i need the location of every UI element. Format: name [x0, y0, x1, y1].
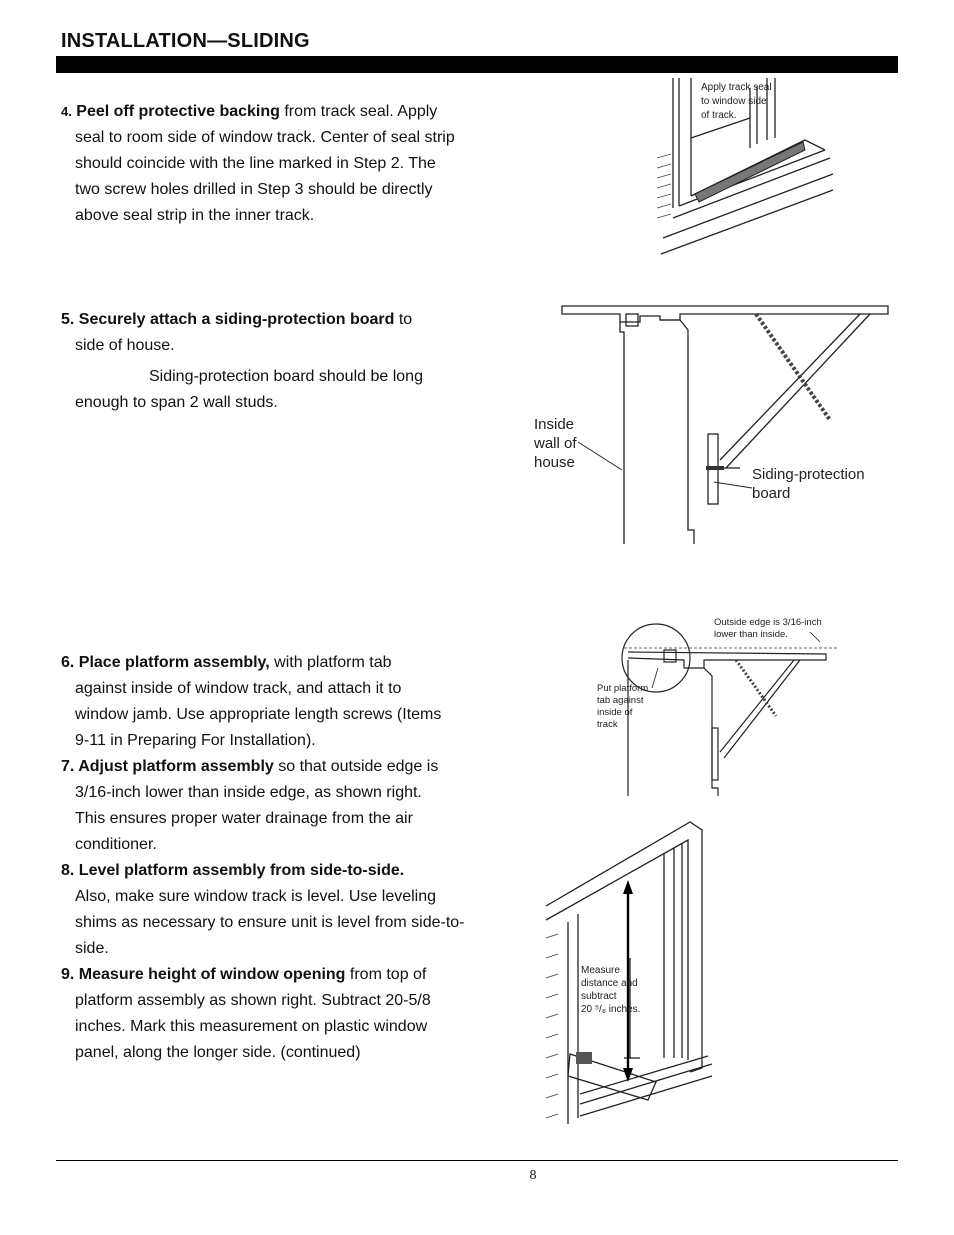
step-9-heading: 9. Measure height of window opening — [61, 966, 346, 983]
figure-platform-assembly — [594, 612, 844, 800]
fig4-label: subtract — [581, 991, 617, 1002]
fig2-label: wall of — [534, 435, 577, 452]
step-4-heading: Peel off protective backing — [76, 103, 280, 120]
step-7-line: This ensures proper water drainage from the air — [75, 810, 413, 827]
fig3-label: tab against — [597, 695, 644, 706]
fig3-label: lower than inside. — [714, 629, 788, 640]
fig4-label: distance and — [581, 978, 638, 989]
fig3-label: Put platform — [597, 683, 649, 694]
page-number: 8 — [529, 1168, 537, 1183]
fig1-label: to window side — [701, 96, 767, 107]
step-6-line: 9-11 in Preparing For Installation). — [75, 732, 316, 749]
fig2-label: board — [752, 485, 791, 502]
step-4-line: should coincide with the line marked in Step 2. The — [75, 155, 436, 172]
fig1-label: of track. — [701, 110, 737, 121]
figure-window-measure — [540, 818, 720, 1160]
step-4 — [61, 99, 455, 229]
header-bar — [56, 56, 898, 73]
step-7-line: 3/16-inch lower than inside edge, as shown right. — [75, 784, 422, 801]
step-4-line: seal to room side of window track. Center of seal strip — [75, 129, 455, 146]
steps-6-9 — [61, 650, 464, 1066]
fig3-label: track — [597, 719, 618, 730]
step-6-heading: 6. Place platform assembly, — [61, 654, 270, 671]
figure-siding-board — [530, 300, 900, 548]
step-9-text-first: from top of — [345, 966, 427, 983]
step-8-line: shims as necessary to ensure unit is level from side-to- — [75, 914, 465, 931]
step-5-line: side of house. — [75, 337, 175, 354]
page-title: INSTALLATION—SLIDING — [61, 30, 310, 52]
step-4-line: two screw holes drilled in Step 3 should be directly — [75, 181, 433, 198]
step-5-note: enough to span 2 wall studs. — [75, 394, 278, 411]
footer-rule — [56, 1160, 898, 1161]
fig2-label: house — [534, 454, 575, 471]
step-9-line: inches. Mark this measurement on plastic window — [75, 1018, 428, 1035]
step-4-line: above seal strip in the inner track. — [75, 207, 315, 224]
fig1-label: Apply track seal — [701, 82, 772, 93]
step-6-text-first: with platform tab — [269, 654, 392, 671]
step-9-line: platform assembly as shown right. Subtract 20-5/8 — [75, 992, 431, 1009]
step-7-text-first: so that outside edge is — [273, 758, 439, 775]
fig4-label: 20 ⁵/₈ inches. — [581, 1004, 641, 1015]
step-4-number: 4. — [61, 104, 72, 119]
fig4-label: Measure — [581, 965, 620, 976]
step-6-line: window jamb. Use appropriate length screws (Items — [75, 706, 442, 723]
step-5-heading: 5. Securely attach a siding-protection board — [61, 311, 395, 328]
fig2-label: Siding-protection — [752, 466, 865, 483]
fig3-label: inside of — [597, 707, 633, 718]
step-8-heading: 8. Level platform assembly from side-to-side. — [61, 862, 405, 879]
step-6-line: against inside of window track, and attach it to — [75, 680, 402, 697]
figure-track-seal — [655, 78, 835, 258]
fig2-label: Inside — [534, 416, 575, 433]
step-4-text-first: from track seal. Apply — [279, 103, 438, 120]
step-8-line: Also, make sure window track is level. Use leveling — [75, 888, 437, 905]
step-9-line: panel, along the longer side. (continued) — [75, 1044, 361, 1061]
step-5-text-first: to — [394, 311, 413, 328]
step-7-heading: 7. Adjust platform assembly — [61, 758, 274, 775]
step-8-line: side. — [75, 940, 109, 957]
step-5-note: Siding-protection board should be long — [149, 368, 423, 385]
step-7-line: conditioner. — [75, 836, 157, 853]
fig3-label: Outside edge is 3/16-inch — [714, 617, 822, 628]
step-5 — [61, 307, 423, 416]
